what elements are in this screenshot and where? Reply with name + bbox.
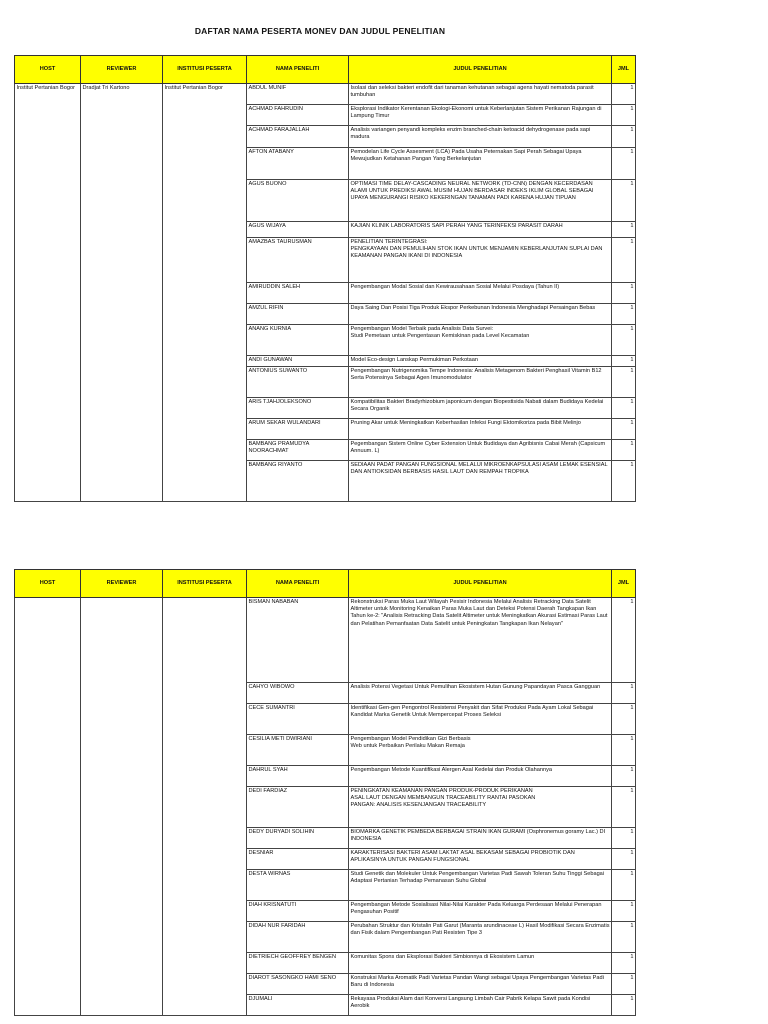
header-reviewer: REVIEWER — [81, 570, 163, 598]
host-cell — [15, 598, 81, 683]
host-cell — [15, 419, 81, 440]
institusi-cell — [163, 325, 247, 356]
jml-cell: 1 — [612, 148, 636, 180]
nama-cell: DIAH KRISNATUTI — [247, 901, 349, 922]
judul-cell: Pengembangan Model Pendidikan Gizi Berbasis Web untuk Perbaikan Perilaku Makan Remaja — [349, 735, 612, 766]
institusi-cell — [163, 238, 247, 283]
nama-cell: DESNIAR — [247, 849, 349, 870]
nama-cell: ARIS TJAHJOLEKSONO — [247, 398, 349, 419]
institusi-cell — [163, 995, 247, 1016]
table-row — [15, 953, 636, 974]
jml-cell: 1 — [612, 367, 636, 398]
nama-cell: ANTONIUS SUWANTO — [247, 367, 349, 398]
jml-cell: 1 — [612, 356, 636, 367]
table-body-2 — [15, 598, 636, 1016]
table-row — [15, 283, 636, 304]
reviewer-cell: Dradjat Tri Kartono — [81, 84, 163, 105]
jml-cell: 1 — [612, 180, 636, 222]
judul-cell: Daya Saing Dan Posisi Tiga Produk Ekspor Perkebunan Indonesia Menghadapi Persaingan Bebas — [349, 304, 612, 325]
jml-cell: 1 — [612, 105, 636, 126]
header-judul: JUDUL PENELITIAN — [349, 56, 612, 84]
reviewer-cell — [81, 849, 163, 870]
table-row — [15, 356, 636, 367]
nama-cell: BAMBANG PRAMUDYA NOORACHMAT — [247, 440, 349, 461]
nama-cell: BAMBANG RIYANTO — [247, 461, 349, 502]
header-institusi: INSTITUSI PESERTA — [163, 56, 247, 84]
reviewer-cell — [81, 598, 163, 683]
host-cell — [15, 901, 81, 922]
judul-cell: OPTIMASI TIME DELAY-CASCADING NEURAL NETWORK (TD-CNN) DENGAN KECERDASAN ALAMI UNTUK PREDIKSI AWAL MUSIM HUJAN BERDASAR INDEKS IKLIM GLOBAL SEBAGAI UPAYA MENGURANGI RISIKO KEKERINGAN TANAMAN PADI KARENA HUJAN TIPUAN — [349, 180, 612, 222]
reviewer-cell — [81, 461, 163, 502]
host-cell — [15, 283, 81, 304]
nama-cell: DIETRIECH GEOFFREY BENGEN — [247, 953, 349, 974]
table-row — [15, 683, 636, 704]
header-jml: JML — [612, 570, 636, 598]
institusi-cell — [163, 440, 247, 461]
host-cell — [15, 787, 81, 828]
institusi-cell — [163, 419, 247, 440]
header-host: HOST — [15, 56, 81, 84]
judul-cell: Model Eco-design Lanskap Permukiman Perkotaan — [349, 356, 612, 367]
reviewer-cell — [81, 766, 163, 787]
judul-cell: Pengembangan Modal Sosial dan Kewirausahaan Sosial Melalui Posdaya (Tahun II) — [349, 283, 612, 304]
nama-cell: DESTA WIRNAS — [247, 870, 349, 901]
jml-cell: 1 — [612, 283, 636, 304]
host-cell: Institut Pertanian Bogor — [15, 84, 81, 105]
host-cell — [15, 953, 81, 974]
nama-cell: ARUM SEKAR WULANDARI — [247, 419, 349, 440]
host-cell — [15, 325, 81, 356]
judul-cell: BIOMARKA GENETIK PEMBEDA BERBAGAI STRAIN IKAN GURAMI (Osphronemus goramy Lac.) DI INDONESIA — [349, 828, 612, 849]
nama-cell: CAHYO WIBOWO — [247, 683, 349, 704]
host-cell — [15, 735, 81, 766]
reviewer-cell — [81, 440, 163, 461]
judul-cell: Analisis variangen penyandi kompleks enzim branched-chain ketoacid dehydrogenase pada sapi madura — [349, 126, 612, 148]
nama-cell: DEDY DURYADI SOLIHIN — [247, 828, 349, 849]
jml-cell: 1 — [612, 974, 636, 995]
host-cell — [15, 238, 81, 283]
table-row — [15, 974, 636, 995]
host-cell — [15, 974, 81, 995]
judul-cell: Rekayasa Produksi Alam dari Konversi Langsung Limbah Cair Pabrik Kelapa Sawit pada Kondisi Aerobik — [349, 995, 612, 1016]
host-cell — [15, 849, 81, 870]
nama-cell: AFTON ATABANY — [247, 148, 349, 180]
table-row — [15, 995, 636, 1016]
nama-cell: CECE SUMANTRI — [247, 704, 349, 735]
judul-cell: Kompatibilitas Bakteri Bradyrhizobium japonicum dengan Biopestisida Nabati dalam Budidaya Kedelai Secara Organik — [349, 398, 612, 419]
reviewer-cell — [81, 870, 163, 901]
nama-cell: AGUS WIJAYA — [247, 222, 349, 238]
judul-cell: Konstruksi Marka Aromatik Padi Varietas Pandan Wangi sebagai Upaya Pengembangan Varietas Padi Baru di Indonesia — [349, 974, 612, 995]
participant-table-1 — [14, 55, 636, 502]
judul-cell: Perubahan Struktur dan Kristalin Pati Garut (Maranta arundinaceae L) Hasil Modifikasi Secara Enzimatis dan Fisik dalam Pengembangan Pati Resisten Tipe 3 — [349, 922, 612, 953]
institusi-cell — [163, 304, 247, 325]
table-row — [15, 325, 636, 356]
institusi-cell — [163, 870, 247, 901]
host-cell — [15, 766, 81, 787]
nama-cell: DEDI FARDIAZ — [247, 787, 349, 828]
host-cell — [15, 398, 81, 419]
institusi-cell — [163, 766, 247, 787]
jml-cell: 1 — [612, 598, 636, 683]
reviewer-cell — [81, 222, 163, 238]
institusi-cell — [163, 787, 247, 828]
table-row — [15, 84, 636, 105]
institusi-cell — [163, 126, 247, 148]
nama-cell: DIAROT SASONGKO HAMI SENO — [247, 974, 349, 995]
nama-cell: AGUS BUONO — [247, 180, 349, 222]
reviewer-cell — [81, 922, 163, 953]
host-cell — [15, 105, 81, 126]
table-row — [15, 105, 636, 126]
table-row — [15, 766, 636, 787]
table-row — [15, 735, 636, 766]
host-cell — [15, 683, 81, 704]
institusi-cell — [163, 735, 247, 766]
institusi-cell — [163, 367, 247, 398]
institusi-cell — [163, 704, 247, 735]
judul-cell: Eksplorasi Indikator Kerentanan Ekologi-Ekonomi untuk Keberlanjutan Sistem Perikanan Rajungan di Lampung Timur — [349, 105, 612, 126]
judul-cell: Pemodelan Life Cycle Assesment (LCA) Pada Usaha Peternakan Sapi Perah Sebagai Upaya Mewujudkan Ketahanan Pangan Yang Berkelanjutan — [349, 148, 612, 180]
nama-cell: ANDI GUNAWAN — [247, 356, 349, 367]
host-cell — [15, 828, 81, 849]
host-cell — [15, 367, 81, 398]
judul-cell: Pengembangan Metode Kuantifikasi Alergen Asal Kedelai dan Produk Olahannya — [349, 766, 612, 787]
host-cell — [15, 148, 81, 180]
judul-cell: Pengembangan Metode Sosialisasi Nilai-Nilai Karakter Pada Keluarga Perdesaan Melalui Penerapan Pengasuhan Positif — [349, 901, 612, 922]
table-row — [15, 704, 636, 735]
institusi-cell — [163, 953, 247, 974]
judul-cell: Pegembangan Sistem Online Cyber Extension Untuk Budidaya dan Agribisnis Cabai Merah (Capsicum Annuum. L) — [349, 440, 612, 461]
host-cell — [15, 922, 81, 953]
jml-cell: 1 — [612, 683, 636, 704]
jml-cell: 1 — [612, 828, 636, 849]
reviewer-cell — [81, 787, 163, 828]
jml-cell: 1 — [612, 735, 636, 766]
jml-cell: 1 — [612, 953, 636, 974]
institusi-cell — [163, 180, 247, 222]
header-reviewer: REVIEWER — [81, 56, 163, 84]
judul-cell: Isolasi dan seleksi bakteri endofit dari tanaman kehutanan sebagai agens hayati nematoda parasit tumbuhan — [349, 84, 612, 105]
host-cell — [15, 704, 81, 735]
institusi-cell — [163, 283, 247, 304]
institusi-cell — [163, 461, 247, 502]
host-cell — [15, 995, 81, 1016]
institusi-cell — [163, 683, 247, 704]
jml-cell: 1 — [612, 704, 636, 735]
reviewer-cell — [81, 356, 163, 367]
reviewer-cell — [81, 180, 163, 222]
reviewer-cell — [81, 995, 163, 1016]
jml-cell: 1 — [612, 304, 636, 325]
jml-cell: 1 — [612, 84, 636, 105]
institusi-cell — [163, 105, 247, 126]
institusi-cell — [163, 398, 247, 419]
reviewer-cell — [81, 126, 163, 148]
reviewer-cell — [81, 953, 163, 974]
reviewer-cell — [81, 735, 163, 766]
judul-cell: PENELITIAN TERINTEGRASI: PENGKAYAAN DAN PEMULIHAN STOK IKAN UNTUK MENJAMIN KEBERLANJUTAN SUPLAI DAN KEAMANAN PANGAN IKANI DI INDONESIA — [349, 238, 612, 283]
table-row — [15, 180, 636, 222]
reviewer-cell — [81, 419, 163, 440]
reviewer-cell — [81, 105, 163, 126]
table-row — [15, 849, 636, 870]
host-cell — [15, 304, 81, 325]
reviewer-cell — [81, 398, 163, 419]
judul-cell: KARAKTERISASI BAKTERI ASAM LAKTAT ASAL BEKASAM SEBAGAI PROBIOTIK DAN APLIKASINYA UNTUK PANGAN FUNGSIONAL — [349, 849, 612, 870]
header-jml: JML — [612, 56, 636, 84]
nama-cell: ACHMAD FAHRUDIN — [247, 105, 349, 126]
reviewer-cell — [81, 683, 163, 704]
table-header-row — [15, 56, 636, 84]
table-row — [15, 238, 636, 283]
judul-cell: Identifikasi Gen-gen Pengontrol Resistensi Penyakit dan Sifat Produksi Pada Ayam Lokal Sebagai Kandidat Marka Genetik Untuk Mempercepat Proses Seleksi — [349, 704, 612, 735]
reviewer-cell — [81, 148, 163, 180]
institusi-cell — [163, 901, 247, 922]
jml-cell: 1 — [612, 126, 636, 148]
jml-cell: 1 — [612, 419, 636, 440]
jml-cell: 1 — [612, 922, 636, 953]
reviewer-cell — [81, 704, 163, 735]
table-row — [15, 222, 636, 238]
judul-cell: Analisis Potensi Vegetasi Untuk Pemulihan Ekosistem Hutan Gunung Papandayan Pasca Gangguan — [349, 683, 612, 704]
table-row — [15, 398, 636, 419]
host-cell — [15, 356, 81, 367]
reviewer-cell — [81, 828, 163, 849]
reviewer-cell — [81, 238, 163, 283]
nama-cell: AMZUL RIFIN — [247, 304, 349, 325]
table-row — [15, 787, 636, 828]
jml-cell: 1 — [612, 766, 636, 787]
table-row — [15, 148, 636, 180]
jml-cell: 1 — [612, 995, 636, 1016]
reviewer-cell — [81, 325, 163, 356]
host-cell — [15, 461, 81, 502]
host-cell — [15, 222, 81, 238]
table-row — [15, 304, 636, 325]
nama-cell: ANANG KURNIA — [247, 325, 349, 356]
jml-cell: 1 — [612, 849, 636, 870]
nama-cell: DJUMALI — [247, 995, 349, 1016]
nama-cell: AMIRUDDIN SALEH — [247, 283, 349, 304]
table-row — [15, 461, 636, 502]
table-row — [15, 870, 636, 901]
reviewer-cell — [81, 901, 163, 922]
header-institusi: INSTITUSI PESERTA — [163, 570, 247, 598]
nama-cell: AMAZBAS TAURUSMAN — [247, 238, 349, 283]
host-cell — [15, 870, 81, 901]
host-cell — [15, 126, 81, 148]
institusi-cell — [163, 356, 247, 367]
table-row — [15, 367, 636, 398]
jml-cell: 1 — [612, 787, 636, 828]
judul-cell: KAJIAN KLINIK LABORATORIS SAPI PERAH YANG TERINFEKSI PARASIT DARAH — [349, 222, 612, 238]
jml-cell: 1 — [612, 901, 636, 922]
reviewer-cell — [81, 367, 163, 398]
judul-cell: PENINGKATAN KEAMANAN PANGAN PRODUK-PRODUK PERIKANAN ASAL LAUT DENGAN MEMBANGUN TRACEABILITY RANTAI PASOKAN PANGAN: ANALISIS KESENJANGAN TRACEABILITY — [349, 787, 612, 828]
judul-cell: Rekonstruksi Paras Muka Laut Wilayah Pesisir Indonesia Melalui Analisis Retracking Data Satelit Altimeter untuk Monitoring Kenaikan Paras Muka Laut dan Deteksi Potensi Daerah Tangkapan Ikan Tahun ke-2: "Analisis Retracking Data Satelit Altimeter untuk Meningkatkan Akurasi Estimasi Paras Laut dan Pelatihan Pemanfaatan Data Satelit untuk Peningkatan Tangkapan Ikan Nelayan" — [349, 598, 612, 683]
jml-cell: 1 — [612, 440, 636, 461]
header-nama: NAMA PENELITI — [247, 570, 349, 598]
header-nama: NAMA PENELITI — [247, 56, 349, 84]
jml-cell: 1 — [612, 870, 636, 901]
nama-cell: DIDAH NUR FARIDAH — [247, 922, 349, 953]
judul-cell: Pruning Akar untuk Meningkatkan Keberhasilan Infeksi Fungi Ektomikoriza pada Bibit Melinjo — [349, 419, 612, 440]
table-header-row — [15, 570, 636, 598]
judul-cell: Pengembangan Nutrigenomika Tempe Indonesia: Analisis Metagenom Bakteri Penghasil Vitamin B12 Serta Potensinya Sebagai Agen Imunomodulator — [349, 367, 612, 398]
nama-cell: DAHRUL SYAH — [247, 766, 349, 787]
nama-cell: BISMAN NABABAN — [247, 598, 349, 683]
jml-cell: 1 — [612, 398, 636, 419]
table-row — [15, 440, 636, 461]
nama-cell: ABDUL MUNIF — [247, 84, 349, 105]
table-body-1 — [15, 84, 636, 502]
institusi-cell: Institut Pertanian Bogor — [163, 84, 247, 105]
table-row — [15, 828, 636, 849]
institusi-cell — [163, 922, 247, 953]
nama-cell: CESILIA METI DWIRIANI — [247, 735, 349, 766]
table-row — [15, 598, 636, 683]
table-row — [15, 922, 636, 953]
table-row — [15, 419, 636, 440]
institusi-cell — [163, 148, 247, 180]
institusi-cell — [163, 222, 247, 238]
host-cell — [15, 180, 81, 222]
institusi-cell — [163, 849, 247, 870]
judul-cell: Studi Genetik dan Molekuler Untuk Pengembangan Varietas Padi Sawah Toleran Suhu Tinggi Sebagai Adaptasi Pertanian Terhadap Pemanasan Suhu Global — [349, 870, 612, 901]
header-host: HOST — [15, 570, 81, 598]
judul-cell: Komunitas Spons dan Eksplorasi Bakteri Simbionnya di Ekosistem Lamun — [349, 953, 612, 974]
jml-cell: 1 — [612, 461, 636, 502]
header-judul: JUDUL PENELITIAN — [349, 570, 612, 598]
institusi-cell — [163, 828, 247, 849]
institusi-cell — [163, 974, 247, 995]
participant-table-2 — [14, 569, 636, 1016]
jml-cell: 1 — [612, 222, 636, 238]
document-title: DAFTAR NAMA PESERTA MONEV DAN JUDUL PENELITIAN — [194, 26, 446, 36]
jml-cell: 1 — [612, 325, 636, 356]
reviewer-cell — [81, 974, 163, 995]
reviewer-cell — [81, 304, 163, 325]
judul-cell: SEDIAAN PADAT PANGAN FUNGSIONAL MELALUI MIKROENKAPSULASI ASAM LEMAK ESENSIAL DAN ANTIOKSIDAN BERBASIS HASIL LAUT DAN REMPAH TROPIKA — [349, 461, 612, 502]
nama-cell: ACHMAD FARAJALLAH — [247, 126, 349, 148]
jml-cell: 1 — [612, 238, 636, 283]
reviewer-cell — [81, 283, 163, 304]
table-row — [15, 901, 636, 922]
institusi-cell — [163, 598, 247, 683]
host-cell — [15, 440, 81, 461]
judul-cell: Pengembangan Model Terbaik pada Analisis Data Survei: Studi Pemetaan untuk Pengentasan Kemiskinan pada Level Kecamatan — [349, 325, 612, 356]
table-row — [15, 126, 636, 148]
